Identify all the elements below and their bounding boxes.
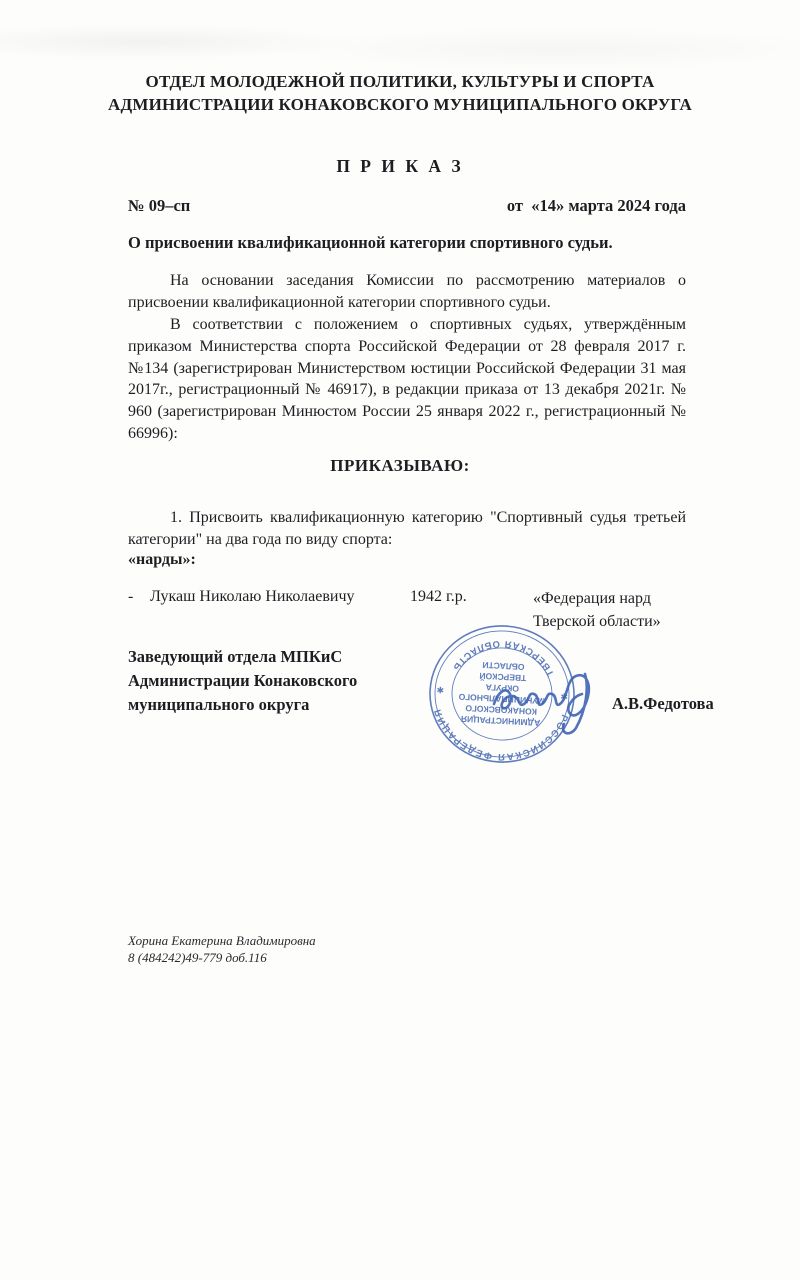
- recipient-organization: [533, 588, 703, 633]
- organization-line2: Тверской области»: [533, 612, 661, 630]
- order-date: от «14» марта 2024 года: [506, 196, 686, 215]
- stamp-center-line1: АДМИНИСТРАЦИЯ: [460, 713, 541, 729]
- organization-line1: «Федерация нард: [533, 590, 651, 607]
- number-date-row: [128, 196, 686, 216]
- stamp-ring-bottom-text: ТВЕРСКАЯ ОБЛАСТЬ: [449, 637, 557, 678]
- paragraph-legal-reference: В соответствии с положением о спортивных судьях, утверждённым приказом Министерства спорта Российской Федерации от 28 февраля 2017 г. №134 (зарегистрирован Министерством юстиции Российской Федерации 31 мая 2017г., регистрационный № 46917), в редакции приказа от 13 декабря 2021г. № 960 (зарегистрирован Минюстом России 25 января 2022 г., регистрационный № 66996):: [128, 316, 686, 442]
- signer-position: [128, 645, 428, 717]
- signer-position-line3: муниципального округа: [128, 695, 310, 714]
- stamp-ring-top-text: РОССИЙСКАЯ ФЕДЕРАЦИЯ: [431, 706, 570, 763]
- stamp-center-line5: ТВЕРСКОЙ: [479, 670, 527, 684]
- footer-contact: [128, 932, 686, 966]
- contact-phone: 8 (484242)49-779 доб.116: [128, 950, 267, 965]
- recipient-name: Лукаш Николаю Николаевичу: [150, 588, 355, 605]
- signer-name: А.В.Федотова: [612, 694, 714, 713]
- order-item-1: 1. Присвоить квалификационную категорию "Спортивный судья третьей категории" на два года по виду спорта:: [128, 509, 686, 548]
- sport-kind: «нарды»:: [128, 551, 196, 568]
- paragraph-basis: На основании заседания Комиссии по рассмотрению материалов о присвоении квалификационной категории спортивного судьи.: [128, 272, 686, 311]
- stamp-center-line4: ОКРУГА: [485, 682, 520, 694]
- recipient-birth-year: 1942 г.р.: [410, 588, 467, 605]
- document-header: [0, 70, 800, 116]
- recipient-dash: -: [128, 588, 134, 605]
- scan-noise-artifact: [0, 0, 800, 70]
- stamp-star-left-icon: ✱: [560, 691, 569, 702]
- order-verb: ПРИКАЗЫВАЮ:: [330, 456, 470, 475]
- header-org-line2: АДМИНИСТРАЦИИ КОНАКОВСКОГО МУНИЦИПАЛЬНОГО ОКРУГА: [107, 95, 693, 114]
- order-subject: О присвоении квалификационной категории спортивного судьи.: [128, 233, 613, 252]
- stamp-center-line3: МУНИЦИПАЛЬНОГО: [458, 691, 546, 707]
- order-number: № 09–сп: [128, 196, 191, 215]
- recipient-row: [128, 588, 686, 648]
- stamp-center-line2: КОНАКОВСКОГО: [465, 703, 538, 717]
- header-org-line1: ОТДЕЛ МОЛОДЕЖНОЙ ПОЛИТИКИ, КУЛЬТУРЫ И СПОРТА: [145, 72, 655, 91]
- contact-person: Хорина Екатерина Владимировна: [128, 933, 316, 948]
- document-type-title: П Р И К А З: [336, 156, 464, 176]
- signer-position-line1: Заведующий отдела МПКиС: [128, 647, 343, 666]
- signer-position-line2: Администрации Конаковского: [128, 671, 358, 690]
- stamp-star-right-icon: ✱: [436, 684, 445, 695]
- signature-block: [128, 645, 714, 725]
- stamp-center-line6: ОБЛАСТИ: [482, 659, 525, 673]
